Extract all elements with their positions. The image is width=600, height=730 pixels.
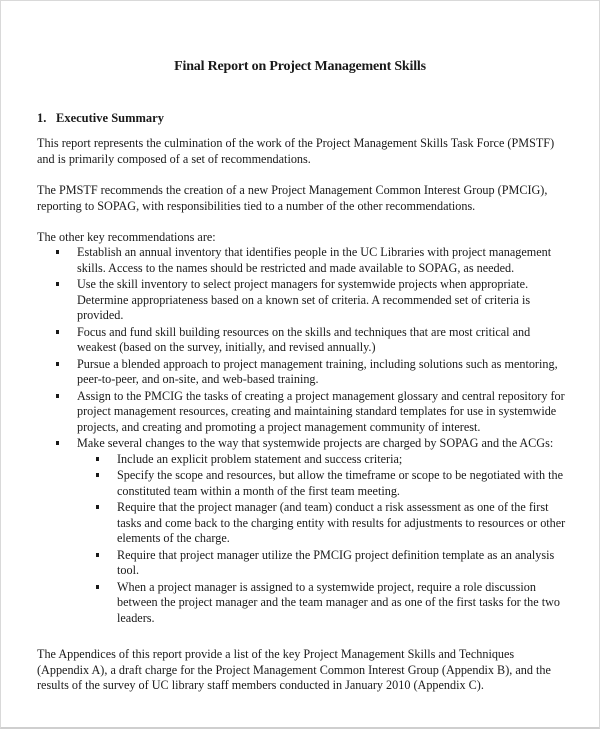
bullet-icon xyxy=(56,394,59,398)
document-title: Final Report on Project Management Skills xyxy=(174,59,426,74)
charge-changes-list xyxy=(77,452,567,627)
list-item: Focus and fund skill building resources on the skills and techniques that are most critical and weakest (based on the survey, initially, and revised annually.) xyxy=(37,325,567,356)
section-number: 1. xyxy=(37,111,47,125)
recommendations-list xyxy=(37,245,567,627)
bullet-icon xyxy=(96,457,99,461)
list-item: Assign to the PMCIG the tasks of creating a project management glossary and central repository for project management resources, creating and maintaining standard templates for use in systemwide projects, and creating and promoting a project management community of interest. xyxy=(37,389,567,436)
sublist-item: Include an explicit problem statement and success criteria; xyxy=(77,452,567,468)
bullet-icon xyxy=(56,250,59,254)
list-item: Pursue a blended approach to project management training, including solutions such as mentoring, peer-to-peer, and on-site, and web-based training. xyxy=(37,357,567,388)
bullet-icon xyxy=(56,282,59,286)
list-item: Use the skill inventory to select project managers for systemwide projects when appropriate. Determine appropriateness based on a known set of criteria. A recommended set of criteria is provided. xyxy=(37,277,567,324)
bullet-icon xyxy=(96,553,99,557)
bullet-icon xyxy=(56,362,59,366)
section-heading xyxy=(37,111,164,126)
list-item: Establish an annual inventory that identifies people in the UC Libraries with project management skills. Access to the names should be restricted and made available to SOPAG, as needed. xyxy=(37,245,567,276)
bullet-icon xyxy=(96,473,99,477)
sublist-item: Specify the scope and resources, but allow the timeframe or scope to be negotiated with the constituted team within a month of the first team meeting. xyxy=(77,468,567,499)
bullet-icon xyxy=(56,330,59,334)
intro-paragraph: This report represents the culmination of the work of the Project Management Skills Task Force (PMSTF) and is primarily composed of a set of recommendations. xyxy=(37,136,555,166)
sublist-item: When a project manager is assigned to a systemwide project, require a role discussion between the project manager and the team manager and as one of the first tasks for the two leaders. xyxy=(77,580,567,627)
bullet-icon xyxy=(56,441,59,445)
recommendations-intro: The other key recommendations are: xyxy=(37,230,216,244)
sublist-item: Require that project manager utilize the PMCIG project definition template as an analysis tool. xyxy=(77,548,567,579)
section-title: Executive Summary xyxy=(56,111,164,125)
pmcig-paragraph: The PMSTF recommends the creation of a new Project Management Common Interest Group (PMCIG), reporting to SOPAG, with responsibilities tied to a number of the other recommendations. xyxy=(37,183,548,213)
sublist-item: Require that the project manager (and team) conduct a risk assessment as one of the first tasks and come back to the charging entity with results for adjustments to resources or other elements of the charge. xyxy=(77,500,567,547)
bullet-icon xyxy=(96,585,99,589)
bullet-icon xyxy=(96,505,99,509)
appendices-paragraph: The Appendices of this report provide a list of the key Project Management Skills and Techniques (Appendix A), a draft charge for the Project Management Common Interest Group (Appendix B), and the results of the survey of UC library staff members conducted in January 2010 (Appendix C). xyxy=(37,647,551,692)
list-item: Make several changes to the way that systemwide projects are charged by SOPAG and the ACGs: Include an explicit problem statement and success criteria; Specify the scope and resources, but allow the timeframe or scope to be negotiated with the constituted team within a month of the first team meeting. Require that the project manager (and team) conduct a risk assessment as one of the first tasks and come back to the charging entity with results for adjustments to resources or other elements of the charge. Require that project manager utilize the PMCIG project definition template as an analysis tool. When a project manager is assigned to a systemwide project, require a role discussion between the project manager and the team manager and as one of the first tasks for the two leaders. xyxy=(37,436,567,626)
